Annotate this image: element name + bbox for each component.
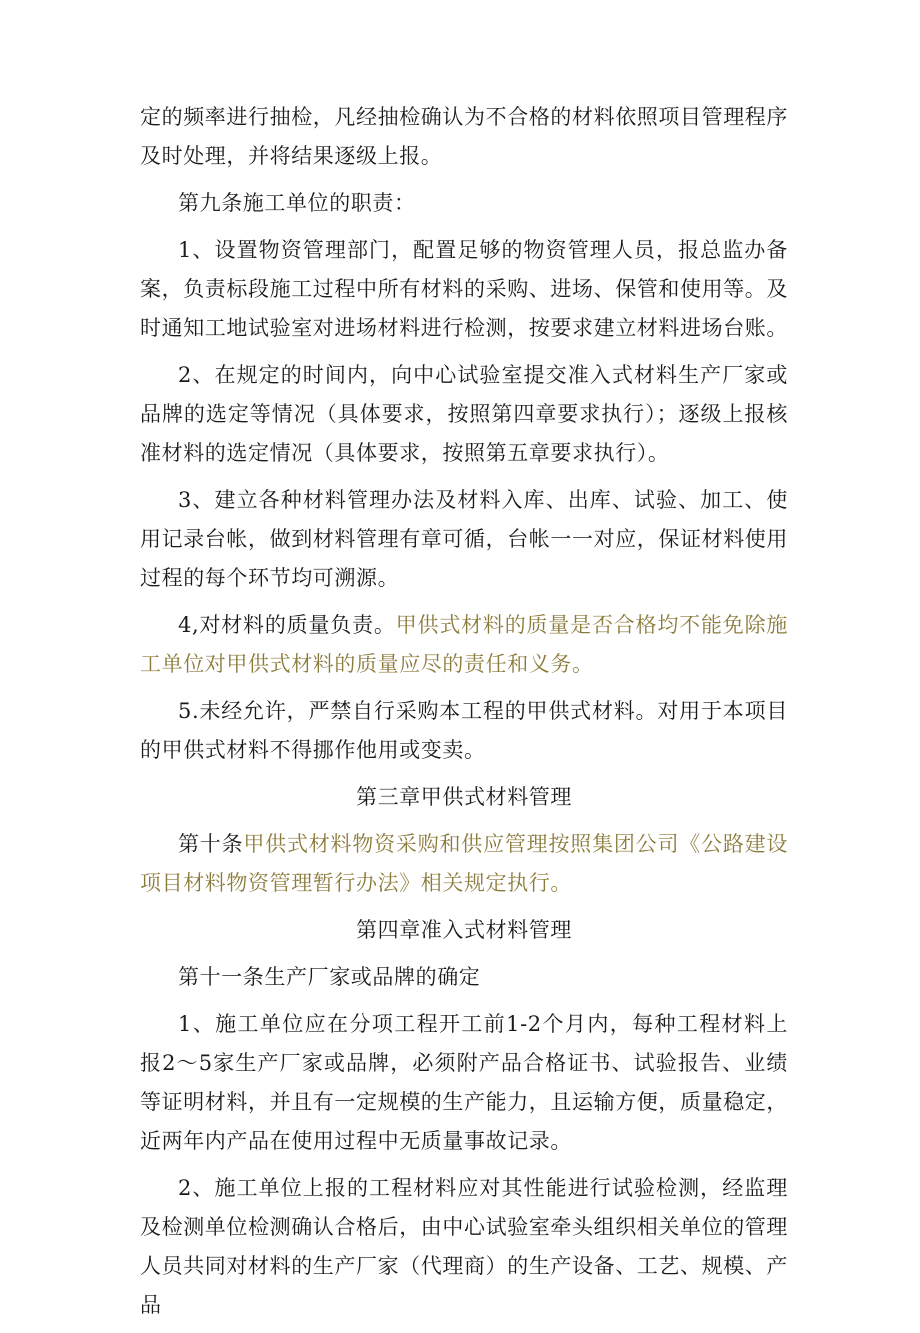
paragraph-text: 第十条: [178, 832, 244, 856]
paragraph-1: [140, 98, 788, 176]
chapter-3-heading: [140, 778, 788, 817]
paragraph-item-2: [140, 356, 788, 473]
document-page: [140, 98, 788, 1333]
article-11-item-2: [140, 1169, 788, 1325]
paragraph-text: 4,对材料的质量负责。: [178, 613, 396, 637]
paragraph-item-4: [140, 606, 788, 684]
highlighted-text: 甲供式材料的质量是否合格均不能免除施工单位对甲供式材料的质量应尽的责任和义务。: [140, 613, 788, 676]
paragraph-text: 1、设置物资管理部门，配置足够的物资管理人员，报总监办备案，负责标段施工过程中所有材料的采购、进场、保管和使用等。及时通知工地试验室对进场材料进行检测，按要求建立材料进场台账。: [140, 238, 788, 340]
article-10: [140, 825, 788, 903]
chapter-title: 第四章准入式材料管理: [356, 918, 572, 942]
chapter-title: 第三章甲供式材料管理: [356, 785, 572, 809]
article-9-heading: [140, 184, 788, 223]
paragraph-text: 第十一条生产厂家或品牌的确定: [178, 965, 481, 989]
highlighted-text: 甲供式材料物资采购和供应管理按照集团公司《公路建设项目材料物资管理暂行办法》相关规定执行。: [140, 832, 788, 895]
paragraph-text: 3、建立各种材料管理办法及材料入库、出库、试验、加工、使用记录台帐，做到材料管理有章可循，台帐一一对应，保证材料使用过程的每个环节均可溯源。: [140, 488, 788, 590]
paragraph-text: 1、施工单位应在分项工程开工前1-2个月内，每种工程材料上报2～5家生产厂家或品牌，必须附产品合格证书、试验报告、业绩等证明材料，并且有一定规模的生产能力，且运输方便，质量稳定，近两年内产品在使用过程中无质量事故记录。: [140, 1012, 788, 1153]
paragraph-text: 第九条施工单位的职责：: [178, 191, 416, 215]
paragraph-item-3: [140, 481, 788, 598]
paragraph-text: 2、施工单位上报的工程材料应对其性能进行试验检测，经监理及检测单位检测确认合格后，由中心试验室牵头组织相关单位的管理人员共同对材料的生产厂家（代理商）的生产设备、工艺、规模、产品: [140, 1176, 788, 1317]
paragraph-text: 5.未经允许，严禁自行采购本工程的甲供式材料。对用于本项目的甲供式材料不得挪作他用或变卖。: [140, 699, 788, 762]
paragraph-item-1: [140, 231, 788, 348]
paragraph-text: 2、在规定的时间内，向中心试验室提交准入式材料生产厂家或品牌的选定等情况（具体要求，按照第四章要求执行）；逐级上报核准材料的选定情况（具体要求，按照第五章要求执行）。: [140, 363, 788, 465]
paragraph-text: 定的频率进行抽检，凡经抽检确认为不合格的材料依照项目管理程序及时处理，并将结果逐级上报。: [140, 105, 788, 168]
paragraph-item-5: [140, 692, 788, 770]
chapter-4-heading: [140, 911, 788, 950]
article-11-item-1: [140, 1005, 788, 1161]
article-11-heading: [140, 958, 788, 997]
